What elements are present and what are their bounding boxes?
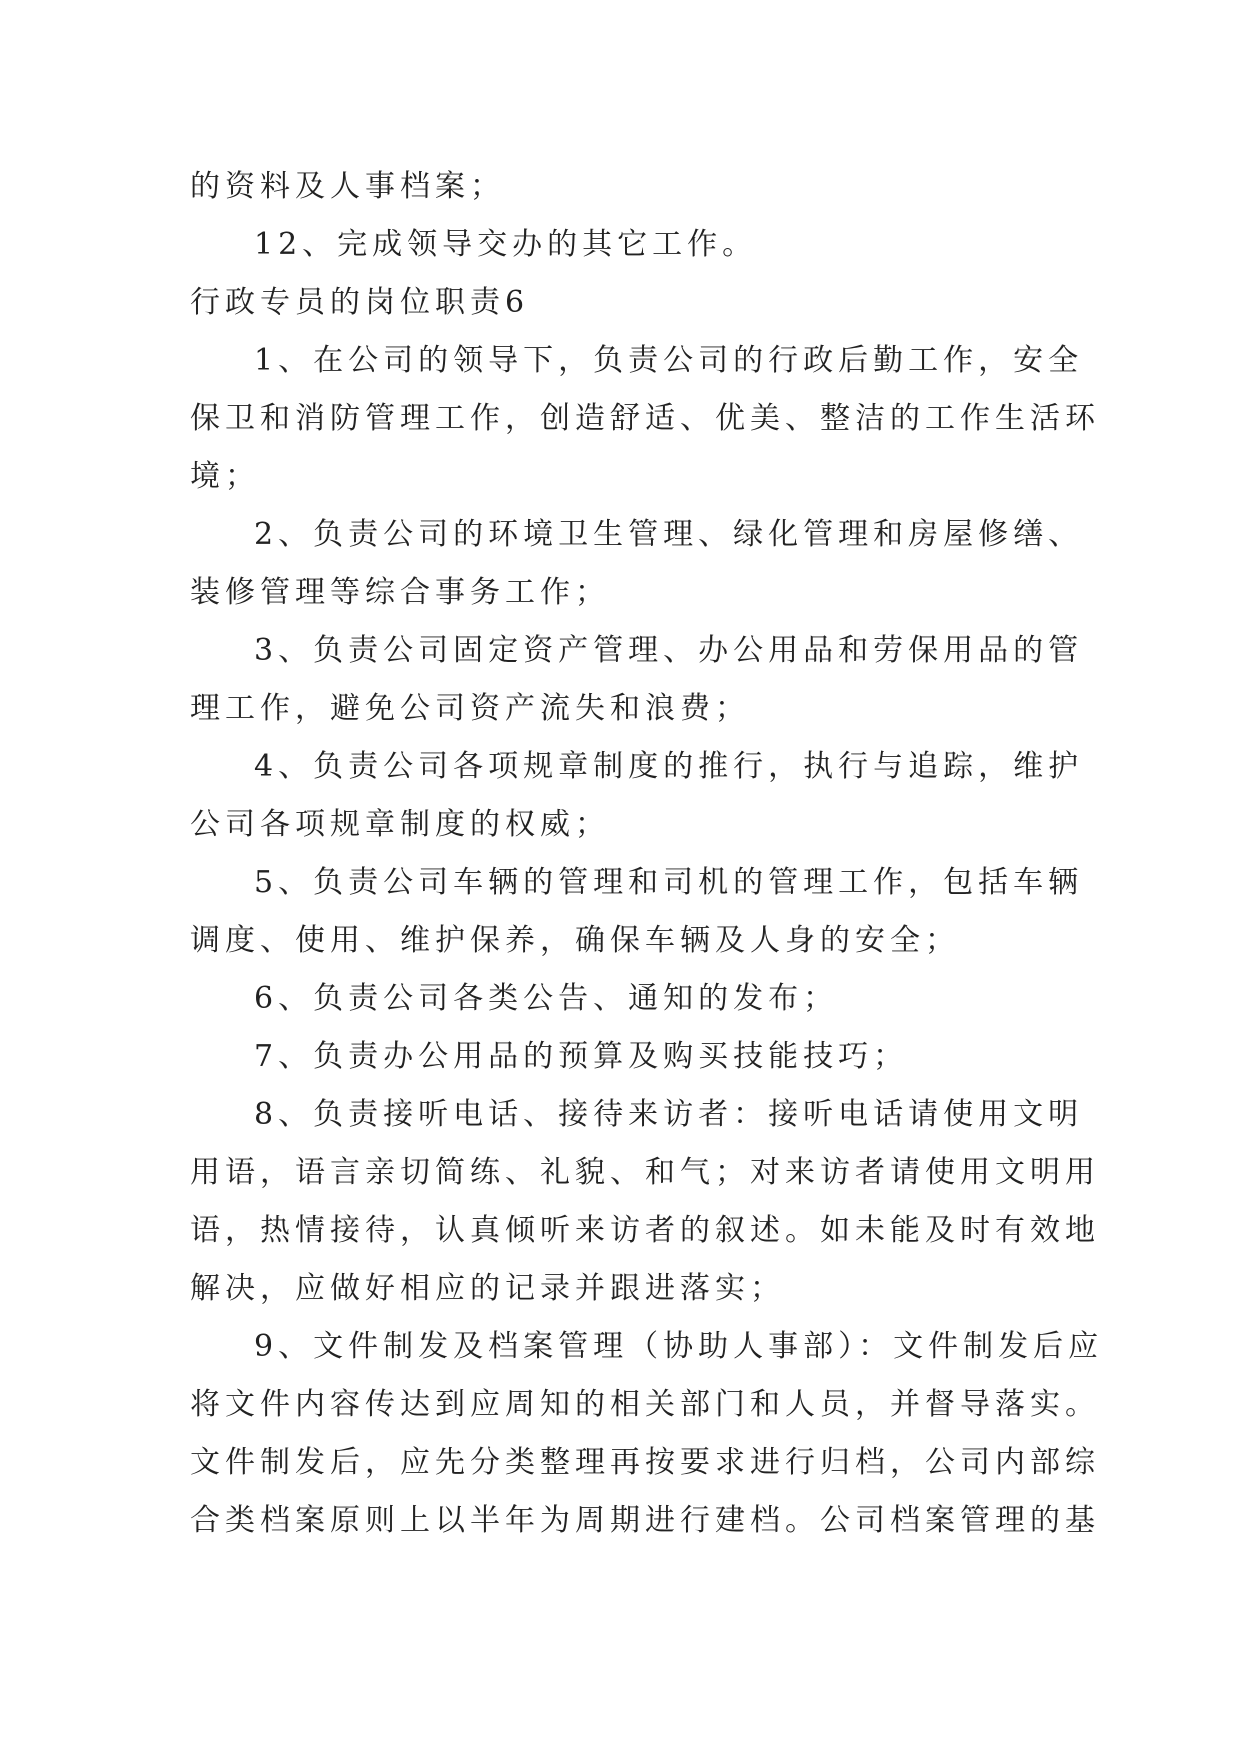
- text-line-2: 12、完成领导交办的其它工作。: [254, 227, 758, 262]
- text-line-8: 装修管理等综合事务工作；: [190, 575, 610, 610]
- text-line-5: 保卫和消防管理工作，创造舒适、优美、整洁的工作生活环: [190, 401, 1100, 436]
- text-line-6: 境；: [190, 459, 260, 494]
- text-line-1: 的资料及人事档案；: [190, 169, 505, 204]
- document-body: [190, 158, 1104, 1550]
- text-line-12: 公司各项规章制度的权威；: [190, 807, 610, 842]
- text-line-19: 语，热情接待，认真倾听来访者的叙述。如未能及时有效地: [190, 1213, 1100, 1248]
- text-line-21: 9、文件制发及档案管理（协助人事部）：文件制发后应: [254, 1329, 1104, 1364]
- section-heading: 行政专员的岗位职责6: [190, 285, 530, 320]
- text-line-7: 2、负责公司的环境卫生管理、绿化管理和房屋修缮、: [254, 517, 1084, 552]
- text-line-13: 5、负责公司车辆的管理和司机的管理工作，包括车辆: [254, 865, 1084, 900]
- text-line-10: 理工作，避免公司资产流失和浪费；: [190, 691, 750, 726]
- text-line-14: 调度、使用、维护保养，确保车辆及人身的安全；: [190, 923, 960, 958]
- text-line-16: 7、负责办公用品的预算及购买技能技巧；: [254, 1039, 909, 1074]
- text-line-20: 解决，应做好相应的记录并跟进落实；: [190, 1271, 785, 1306]
- text-line-4: 1、在公司的领导下，负责公司的行政后勤工作，安全: [254, 343, 1084, 378]
- text-line-11: 4、负责公司各项规章制度的推行，执行与追踪，维护: [254, 749, 1084, 784]
- text-line-15: 6、负责公司各类公告、通知的发布；: [254, 981, 839, 1016]
- text-line-17: 8、负责接听电话、接待来访者：接听电话请使用文明: [254, 1097, 1084, 1132]
- text-line-24: 合类档案原则上以半年为周期进行建档。公司档案管理的基: [190, 1503, 1100, 1538]
- text-line-22: 将文件内容传达到应周知的相关部门和人员，并督导落实。: [190, 1387, 1100, 1422]
- text-line-9: 3、负责公司固定资产管理、办公用品和劳保用品的管: [254, 633, 1084, 668]
- text-line-18: 用语，语言亲切简练、礼貌、和气；对来访者请使用文明用: [190, 1155, 1100, 1190]
- text-line-23: 文件制发后，应先分类整理再按要求进行归档，公司内部综: [190, 1445, 1100, 1480]
